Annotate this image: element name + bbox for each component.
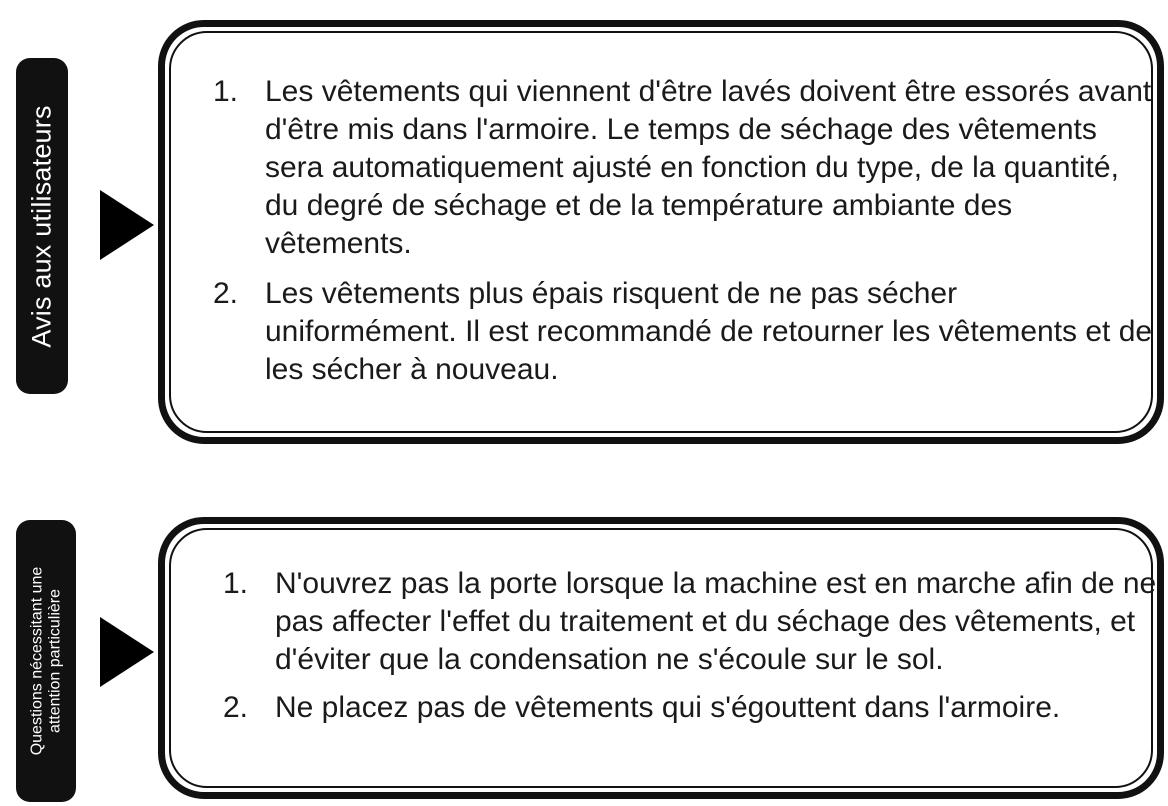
item-number: 1. — [213, 75, 239, 108]
users-notice-box — [158, 20, 1164, 444]
item-number: 1. — [223, 567, 249, 600]
special-attention-tab — [16, 520, 76, 802]
special-attention-tab-label-line2: attention particulière — [46, 588, 63, 734]
item-text: N'ouvrez pas la porte lorsque la machine est en marche afin de ne pas affecter l'effet du traitement et du séchage des vêtements, et d'éviter que la condensation ne s'écoule sur le sol. — [275, 567, 1157, 676]
item-number: 2. — [213, 277, 239, 310]
special-attention-tab-label — [28, 567, 64, 756]
users-notice-list — [213, 73, 1153, 389]
users-notice-tab — [16, 58, 68, 394]
list-item — [213, 73, 1153, 263]
item-number: 2. — [223, 691, 249, 724]
item-text: Les vêtements qui viennent d'être lavés doivent être essorés avant d'être mis dans l'armoire. Le temps de séchage des vêtements sera automatiquement ajusté en fonction du type, de la quantité, du degré de séchage et de la température ambiante des vêtements. — [265, 75, 1152, 260]
users-notice-tab-label: Avis aux utilisateurs — [26, 104, 57, 348]
list-item — [223, 689, 1158, 727]
triangle-right-arrow-icon — [100, 190, 154, 260]
special-attention-box — [158, 517, 1164, 799]
item-text: Les vêtements plus épais risquent de ne pas sécher uniformément. Il est recommandé de retourner les vêtements et de les sécher à nouveau. — [265, 277, 1153, 386]
special-attention-list — [223, 565, 1158, 727]
item-text: Ne placez pas de vêtements qui s'égouttent dans l'armoire. — [275, 691, 1061, 724]
list-item — [213, 275, 1153, 389]
special-attention-tab-label-line1: Questions nécessitant une — [28, 566, 45, 756]
triangle-right-arrow-icon — [100, 617, 154, 687]
list-item — [223, 565, 1158, 679]
